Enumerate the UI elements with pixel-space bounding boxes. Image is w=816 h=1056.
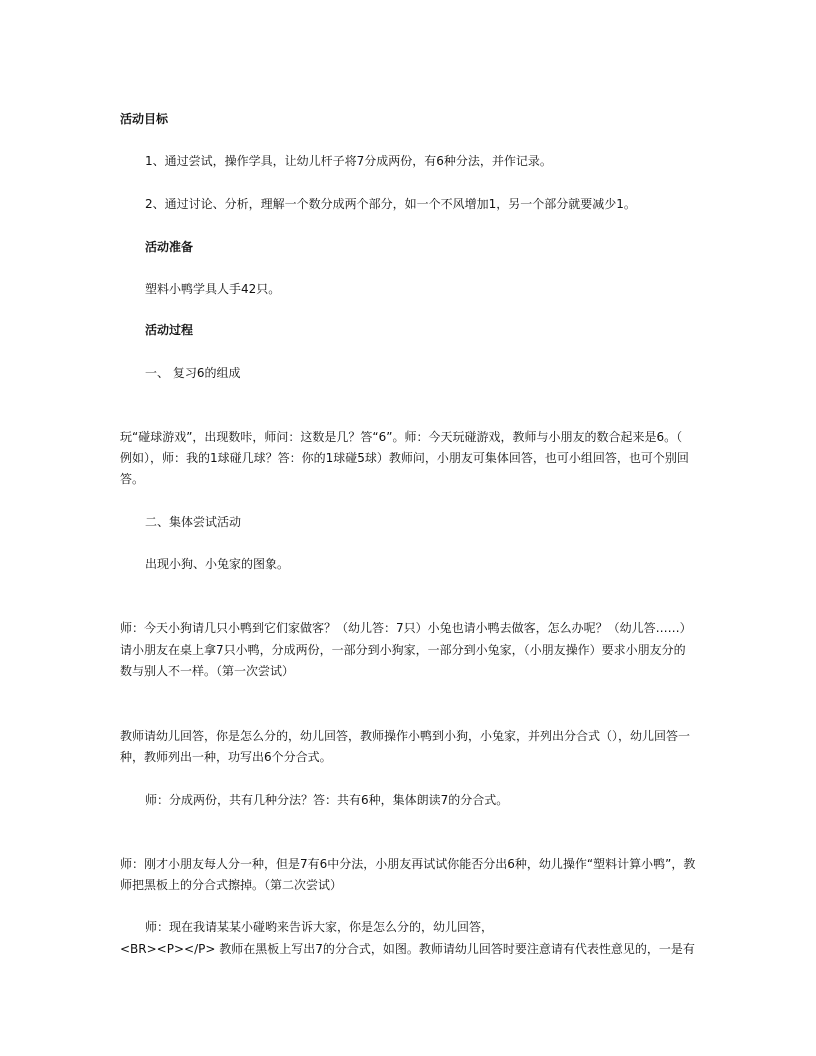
heading-activity-goals: 活动目标 (120, 112, 169, 126)
paragraph-1-line-3: 答。 (120, 472, 145, 486)
paragraph-1-line-2: 例如），师：我的1球碰几球？答：你的1球碰5球）教师问，小朋友可集体回答，也可小组回答，也可个别回 (120, 451, 689, 465)
step-2-title: 二、集体尝试活动 (145, 515, 242, 529)
paragraph-3-line-1: 教师请幼儿回答，你是怎么分的，幼儿回答，教师操作小鸭到小狗，小兔家，并列出分合式（），幼儿回答一 (120, 729, 691, 743)
paragraph-3-line-2: 种，教师列出一种，功写出6个分合式。 (120, 750, 332, 764)
paragraph-2-line-2: 请小朋友在桌上拿7只小鸭，分成两份，一部分到小狗家，一部分到小兔家，（小朋友操作）要求小朋友分的 (120, 643, 686, 657)
paragraph-4: 师：分成两份，共有几种分法？答：共有6种，集体朗读7的分合式。 (145, 793, 509, 807)
paragraph-7: <BR><P></P> 教师在黑板上写出7的分合式，如图。教师请幼儿回答时要注意请有代表性意见的，一是有 (120, 942, 695, 956)
heading-activity-process: 活动过程 (145, 323, 194, 337)
heading-activity-preparation: 活动准备 (145, 240, 194, 254)
paragraph-6: 师：现在我请某某小碰哟来告诉大家，你是怎么分的，幼儿回答， (145, 920, 494, 934)
preparation-text: 塑料小鸭学具人手42只。 (145, 282, 281, 296)
paragraph-2-line-3: 数与别人不一样。（第一次尝试） (120, 664, 295, 678)
paragraph-2-line-1: 师：今天小狗请几只小鸭到它们家做客？（幼儿答：7只）小兔也请小鸭去做客，怎么办呢？（幼儿答……） (120, 621, 692, 635)
step-1-title: 一、 复习6的组成 (145, 366, 241, 380)
goal-item-2: 2、通过讨论、分析，理解一个数分成两个部分，如一个不风增加1，另一个部分就要减少1。 (145, 197, 636, 211)
paragraph-5-line-1: 师：刚才小朋友每人分一种，但是7有6中分法，小朋友再试试你能否分出6种，幼儿操作“塑料计算小鸭”，教 (120, 857, 696, 871)
paragraph-5-line-2: 师把黑板上的分合式擦掉。（第二次尝试） (120, 878, 343, 892)
paragraph-1-line-1: 玩“碰球游戏”，出现数咔，师问：这数是几？答“6”。师：今天玩碰游戏，教师与小朋友的数合起来是6。（ (120, 430, 683, 444)
goal-item-1: 1、通过尝试，操作学具，让幼儿杆子将7分成两份，有6种分法，并作记录。 (145, 154, 552, 168)
step-2-text: 出现小狗、小兔家的图象。 (145, 557, 290, 571)
